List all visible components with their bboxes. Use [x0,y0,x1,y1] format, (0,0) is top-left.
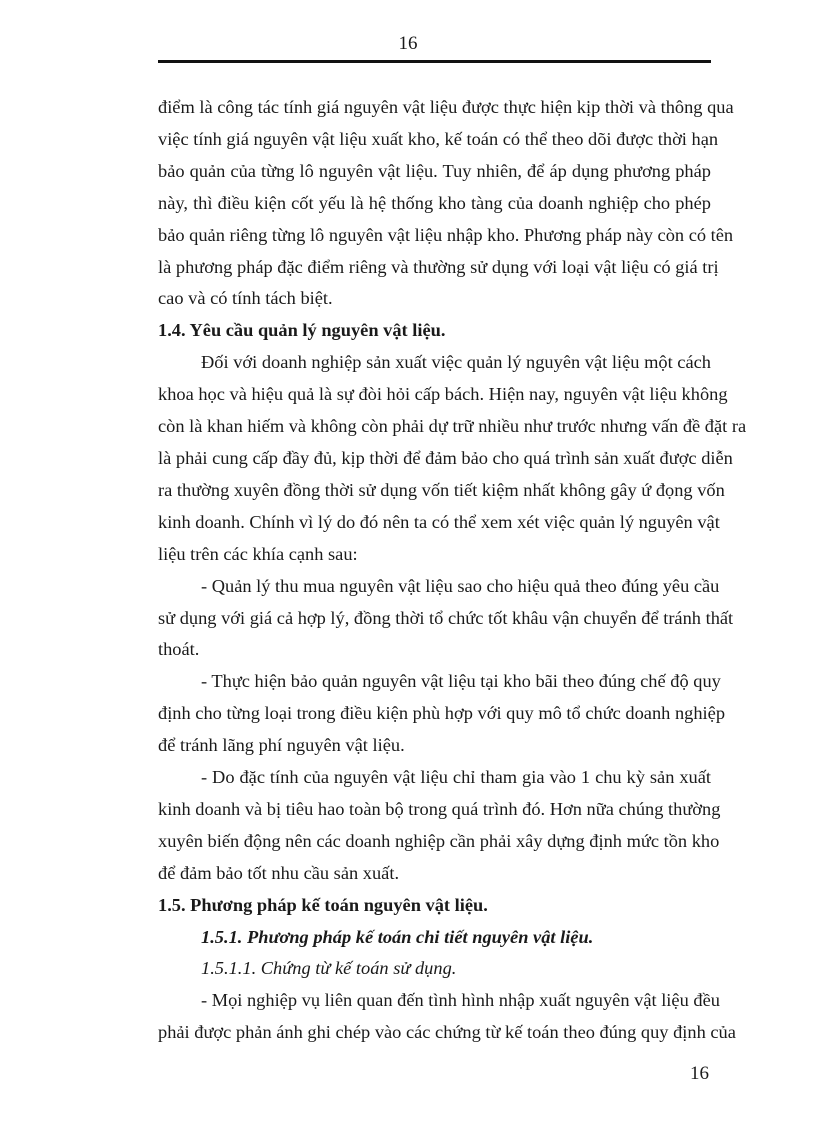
heading-1-4: 1.4. Yêu cầu quản lý nguyên vật liệu. [158,320,446,341]
paragraph-6 [158,985,736,1049]
text-line: là phải cung cấp đầy đủ, kịp thời để đảm bảo cho quá trình sản xuất được diễn [158,447,733,468]
footer-page-number: 16 [690,1063,709,1084]
heading-1-5: 1.5. Phương pháp kế toán nguyên vật liệu. [158,894,488,915]
text-line: kinh doanh. Chính vì lý do đó nên ta có thể xem xét việc quản lý nguyên vật [158,511,720,532]
text-line: định cho từng loại trong điều kiện phù hợp với quy mô tổ chức doanh nghiệp [158,703,726,724]
text-line: sử dụng với giá cả hợp lý, đồng thời tổ chức tốt khâu vận chuyển để tránh thất [158,607,734,628]
text-line: kinh doanh và bị tiêu hao toàn bộ trong quá trình đó. Hơn nữa chúng thường [158,798,721,819]
text-line: thoát. [158,639,200,660]
paragraph-1 [158,92,734,315]
text-line: này, thì điều kiện cốt yếu là hệ thống kho tàng của doanh nghiệp cho phép [158,192,711,213]
text-line: việc tính giá nguyên vật liệu xuất kho, kế toán có thể theo dõi được thời hạn [158,128,719,149]
text-line: là phương pháp đặc điểm riêng và thường sử dụng với loại vật liệu có giá trị [158,256,719,277]
text-line: bảo quản riêng từng lô nguyên vật liệu nhập kho. Phương pháp này còn có tên [158,224,734,245]
heading-1-5-1: 1.5.1. Phương pháp kế toán chi tiết nguyên vật liệu. [201,926,594,947]
header-page-number: 16 [398,33,418,54]
text-line: để đảm bảo tốt nhu cầu sản xuất. [158,862,400,883]
text-line: - Do đặc tính của nguyên vật liệu chỉ tham gia vào 1 chu kỳ sản xuất [201,767,711,788]
heading-1-5-1-1: 1.5.1.1. Chứng từ kế toán sử dụng. [201,958,457,979]
text-line: cao và có tính tách biệt. [158,288,333,309]
text-line: để tránh lãng phí nguyên vật liệu. [158,735,405,756]
text-line: phải được phản ánh ghi chép vào các chứng từ kế toán theo đúng quy định của [158,1022,736,1043]
text-line: - Quản lý thu mua nguyên vật liệu sao cho hiệu quả theo đúng yêu cầu [201,575,720,596]
text-line: còn là khan hiếm và không còn phải dự trữ nhiều như trước nhưng vấn đề đặt ra [158,416,747,437]
text-line: ra thường xuyên đồng thời sử dụng vốn tiết kiệm nhất không gây ứ đọng vốn [158,479,725,500]
text-line: xuyên biến động nên các doanh nghiệp cần phải xây dựng định mức tồn kho [158,830,720,851]
paragraph-3 [158,571,734,667]
paragraph-4 [158,666,726,762]
paragraph-2 [158,347,747,570]
text-line: Đối với doanh nghiệp sản xuất việc quản lý nguyên vật liệu một cách [201,352,711,373]
text-line: - Mọi nghiệp vụ liên quan đến tình hình nhập xuất nguyên vật liệu đều [201,990,720,1011]
header-rule [158,60,711,63]
paragraph-5 [158,762,721,890]
text-line: liệu trên các khía cạnh sau: [158,543,358,564]
text-line: khoa học và hiệu quả là sự đòi hỏi cấp bách. Hiện nay, nguyên vật liệu không [158,384,728,405]
text-line: - Thực hiện bảo quản nguyên vật liệu tại kho bãi theo đúng chế độ quy [201,671,721,692]
text-line: bảo quản của từng lô nguyên vật liệu. Tuy nhiên, để áp dụng phương pháp [158,160,711,181]
text-line: điểm là công tác tính giá nguyên vật liệu được thực hiện kịp thời và thông qua [158,97,734,117]
document-body [158,92,747,1049]
